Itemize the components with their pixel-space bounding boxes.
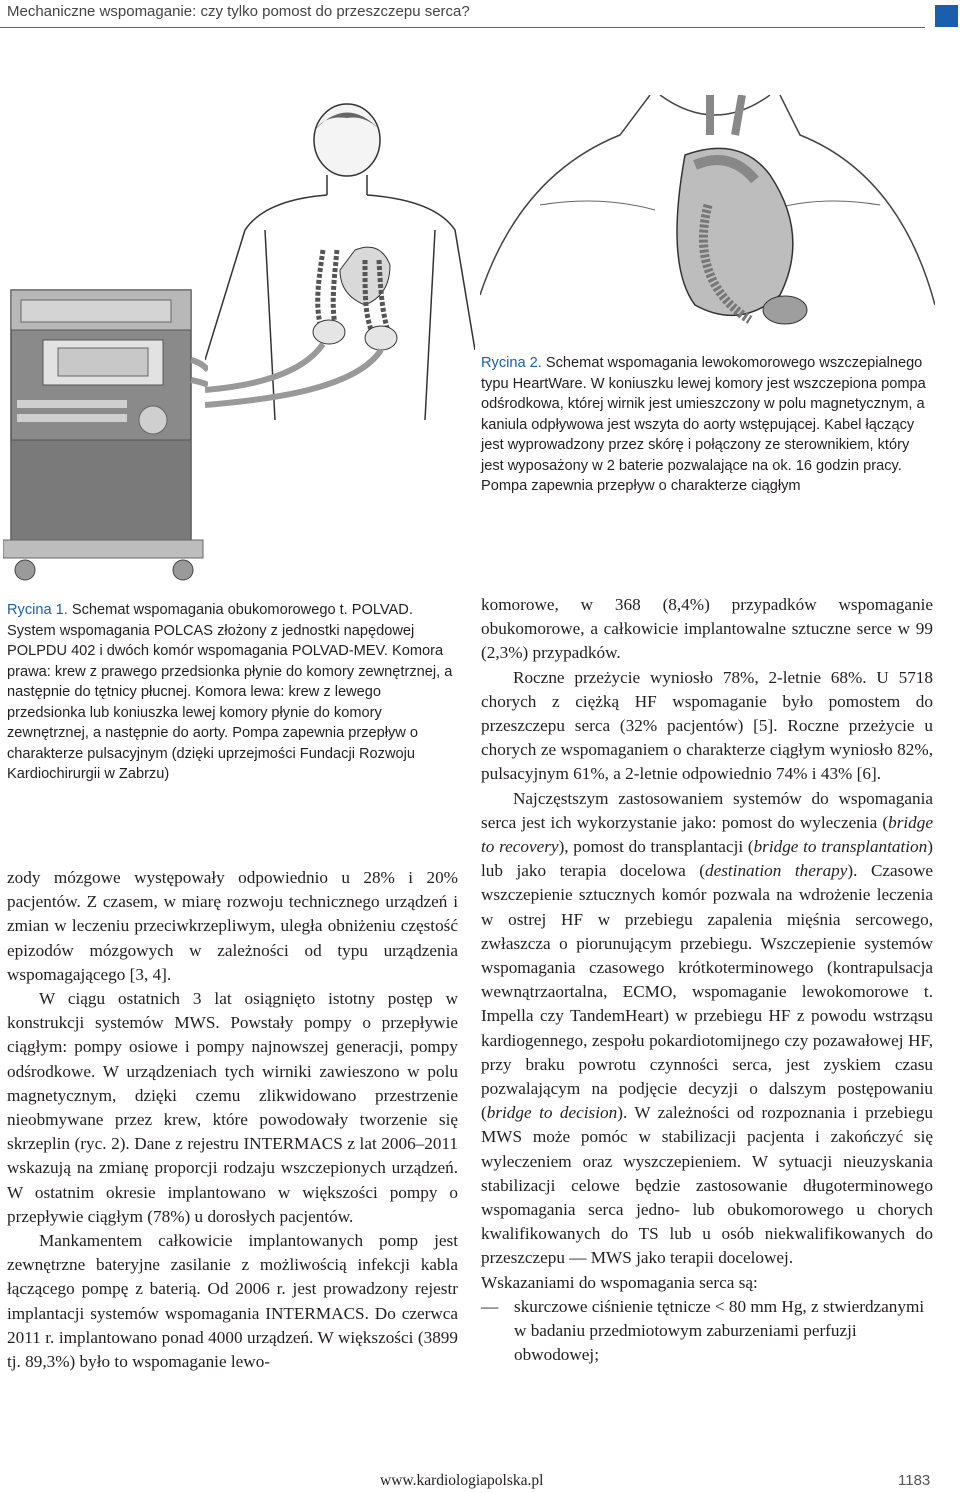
- right-paragraph-4: Wskazaniami do wspomagania serca są:: [481, 1272, 758, 1292]
- footer-url: www.kardiologiapolska.pl: [380, 1472, 544, 1489]
- p3-italic-3: destination therapy: [704, 861, 848, 881]
- right-paragraph-3: [481, 787, 933, 1271]
- left-column: [7, 866, 458, 1374]
- right-paragraph-1: komorowe, w 368 (8,4%) przypadków wspomaganie obukomorowe, a całkowicie implantowalne sztuczne serce w 99 (2,3%) przypadków.: [481, 595, 933, 663]
- left-paragraph-1: zody mózgowe występowały odpowiednio u 28% i 20% pacjentów. Z czasem, w miarę rozwoju technicznego urządzeń i zmian w leczeniu przeciwkrzepliwym, uległa obniżeniu częstość epizodów mózgowych w zależności od typu urządzenia wspomagającego [3, 4].: [7, 868, 458, 984]
- figure-1-caption: [7, 600, 462, 785]
- figure-2-label: Rycina 2.: [481, 355, 542, 371]
- p3-italic-1: bridge to recovery: [481, 812, 933, 857]
- heartware-lvad-drawing: [480, 95, 935, 337]
- p3-text-e: ). W zależności od rozpoznania i przebiegu MWS może pomóc w stabilizacji pacjenta i zakończyć się wyleczeniem oraz wyszczepieniem. W sytuacji nieuzyskania stabilizacji celowe będzie zastosowanie długoterminowego wspomagania serca jedno- lub obukomorowego u chorych kwalifikowanych do TS lub u osób niekwalifikowanych do przeszczepu — MWS jako terapii docelowej.: [481, 1103, 933, 1268]
- list-item-text: skurczowe ciśnienie tętnicze < 80 mm Hg, z stwierdzanymi w badaniu przedmiotowym zaburzeniami perfuzji obwodowej;: [514, 1296, 925, 1365]
- indications-list: [481, 1295, 933, 1368]
- p3-italic-2: bridge to transplantation: [753, 837, 928, 857]
- right-column: [481, 593, 933, 1368]
- figure-1-caption-text: Schemat wspomagania obukomorowego t. POLVAD. System wspomagania POLCAS złożony z jednostki napędowej POLPDU 402 i dwóch komór wspomagania POLVAD-MEV. Komora prawa: krew z prawego przedsionka płynie do komory zewnętrznej, a następnie do tętnicy płucnej. Komora lewa: krew z lewego przedsionka lub koniuszka lewej komory płynie do komory zewnętrznej, a następnie do aorty. Pompa zapewnia przepływ o charakterze pulsacyjnym (dzięki uprzejmości Fundacji Rozwoju Kardiochirurgii w Zabrzu): [7, 602, 453, 782]
- figure-2-caption-text: Schemat wspomagania lewokomorowego wszczepialnego typu HeartWare. W koniuszku lewej komory jest wszczepiona pompa odśrodkowa, której wirnik jest umieszczony w polu magnetycznym, a kaniula odpływowa jest wszyta do aorty wstępującej. Kabel łączący jest wyprowadzony przez skórę i połączony ze sterownikiem, który jest wyposażony w 2 baterie pozwalające na ok. 16 godzin pracy. Pompa zapewnia przepływ o charakterze ciągłym: [481, 355, 926, 494]
- p3-text-c: ) lub jako terapia docelowa (: [481, 837, 933, 881]
- p3-text-d: ). Czasowe wszczepienie sztucznych komór pozwala na wdrożenie leczenia w ostrej HF w przebiegu zapalenia mięśnia sercowego, zwłaszcza o piorunującym przebiegu. Wszczepienie systemów wspomagania czasowego krótkoterminowego (kontrapulsacja wewnątrzaortalna, ECMO, wspomaganie lewokomorowe t. Impella czy TandemHeart) w przebiegu HF z powodu wstrząsu kardiogennego, zespołu pokardiotomijnego czy pozawałowej HF, przy braku powrotu czynności serca, jest zyskiem czasu pozwalającym na podjęcie decyzji o dalszym postępowaniu (: [481, 861, 933, 1123]
- left-paragraph-3: Mankamentem całkowicie implantowanych pomp jest zewnętrzne bateryjne zasilanie z możliwością infekcji kabla łączącego pompę z baterią. Od 2006 r. jest prowadzony rejestr implantacji systemów wspomagania INTERMACS. Do czerwca 2011 r. implantowano ponad 4000 urządzeń. W większości (3899 tj. 89,3%) było to wspomaganie lewo-: [7, 1231, 458, 1372]
- p3-italic-4: bridge to decision: [486, 1103, 618, 1123]
- p3-text-a: Najczęstszym zastosowaniem systemów do wspomagania serca jest ich wykorzystanie jako: pomost do wyleczenia (: [481, 788, 933, 832]
- header-color-block: [935, 5, 958, 27]
- figure-1-patient-drawing: [205, 100, 475, 430]
- p3-text-b: ), pomost do transplantacji (: [558, 837, 754, 857]
- figure-1-illustration: [3, 100, 208, 590]
- header-rule: [0, 27, 925, 28]
- list-item: [481, 1295, 933, 1368]
- left-paragraph-2: W ciągu ostatnich 3 lat osiągnięto istotny postęp w konstrukcji systemów MWS. Powstały pompy o przepływie ciągłym: pompy osiowe i pompy najnowszej generacji, pompy odśrodkowe. W urządzeniach tych wirniki zawieszono w polu magnetycznym, dzięki czemu zlikwidowano przestrzenie nieobmywane przez krew, które powodowały tworzenie się skrzeplin (ryc. 2). Dane z rejestru INTERMACS z lat 2006–2011 wskazują na zmianę proporcji rodzaju wszczepionych urządzeń. W ostatnim okresie implantowano w większości pompy o przepływie ciągłym (78%) u dorosłych pacjentów.: [7, 989, 458, 1226]
- polcas-drive-unit-drawing: [3, 100, 208, 590]
- list-dash: —: [481, 1296, 499, 1316]
- patient-torso-with-vad-drawing: [205, 100, 475, 430]
- figure-1-label: Rycina 1.: [7, 602, 68, 618]
- figure-2-caption: [481, 353, 928, 497]
- page-number: 1183: [898, 1472, 931, 1489]
- right-paragraph-2: Roczne przeżycie wyniosło 78%, 2-letnie 68%. U 5718 chorych z ciężką HF wspomaganie było pomostem do przeszczepu serca (32% pacjentów) [5]. Roczne przeżycie u chorych ze wspomaganiem o charakterze ciągłym wyniosło 82%, pulsacyjnym 61%, a 2-letnie odpowiednio 74% i 43% [6].: [481, 667, 933, 784]
- figure-2-illustration: [480, 95, 935, 337]
- running-header: Mechaniczne wspomaganie: czy tylko pomost do przeszczepu serca?: [7, 3, 470, 20]
